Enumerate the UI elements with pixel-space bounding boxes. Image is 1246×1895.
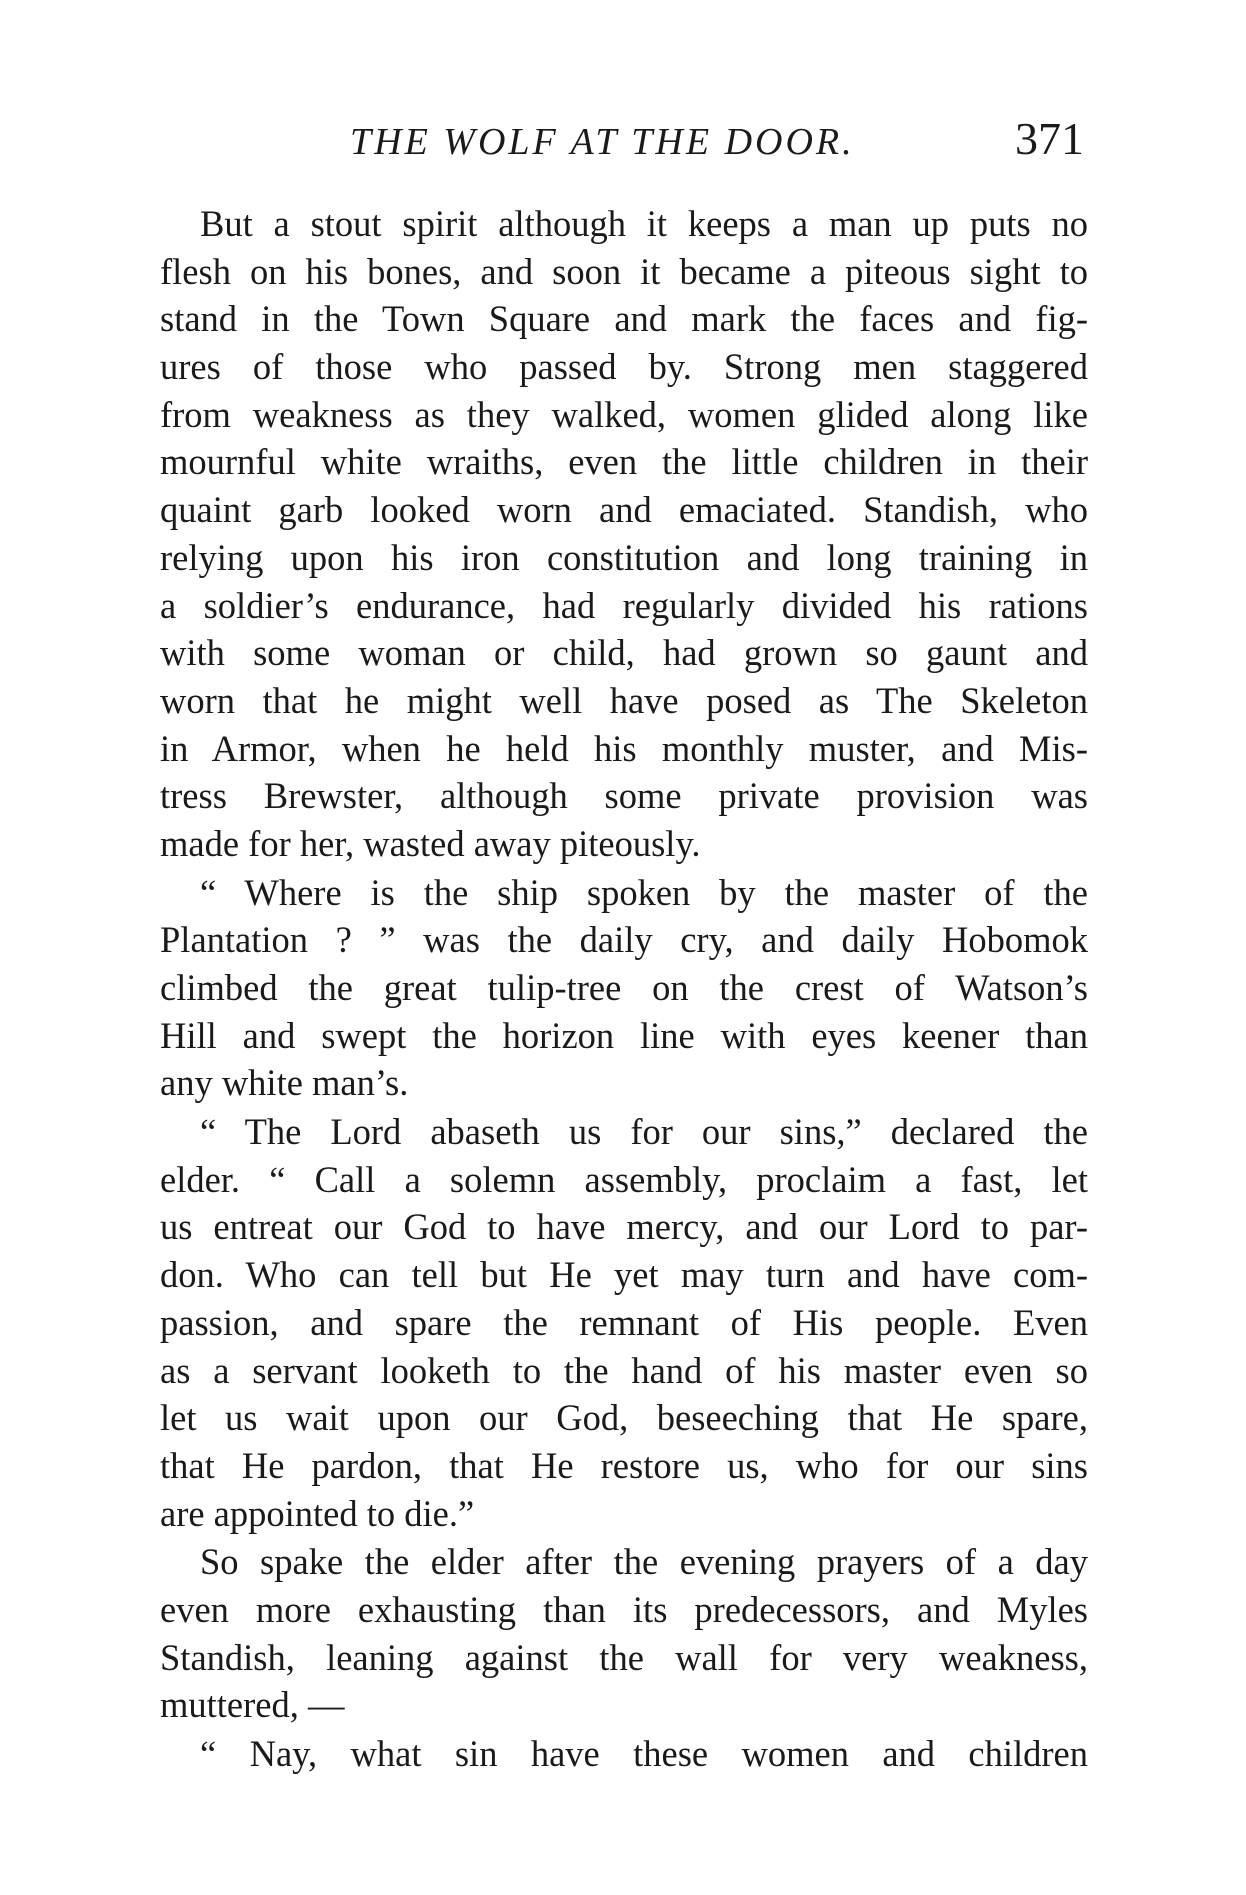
text-line: muttered, — [160, 1684, 345, 1726]
text-line: let us wait upon our God, beseeching that He spare, [160, 1397, 1088, 1439]
text-line: us entreat our God to have mercy, and our Lord to par- [160, 1206, 1088, 1248]
paragraph [160, 1538, 1088, 1729]
text-line: Plantation ? ” was the daily cry, and daily Hobomok [160, 919, 1088, 961]
text-line: Standish, leaning against the wall for very weakness, [160, 1636, 1088, 1678]
text-line: worn that he might well have posed as The Skeleton [160, 679, 1088, 721]
paragraph [160, 1730, 1088, 1778]
text-line: ures of those who passed by. Strong men staggered [160, 346, 1088, 388]
text-line: elder. “ Call a solemn assembly, proclaim a fast, let [160, 1158, 1088, 1200]
text-line: mournful white wraiths, even the little children in their [160, 441, 1088, 483]
text-line: passion, and spare the remnant of His people. Even [160, 1301, 1088, 1343]
text-line: stand in the Town Square and mark the faces and fig- [160, 298, 1088, 340]
text-line: quaint garb looked worn and emaciated. Standish, who [160, 489, 1088, 531]
text-line: So spake the elder after the evening prayers of a day [200, 1541, 1088, 1583]
text-line: “ Where is the ship spoken by the master of the [200, 871, 1088, 913]
text-line: even more exhausting than its predecessors, and Myles [160, 1588, 1088, 1630]
body-text [160, 200, 1088, 1778]
text-line: with some woman or child, had grown so gaunt and [160, 632, 1088, 674]
text-line: don. Who can tell but He yet may turn and have com- [160, 1254, 1088, 1296]
paragraph [160, 1108, 1088, 1537]
page-header [160, 112, 1088, 172]
running-title: THE WOLF AT THE DOOR. [350, 121, 855, 163]
text-line: flesh on his bones, and soon it became a piteous sight to [160, 250, 1088, 292]
page-number: 371 [1015, 113, 1084, 164]
paragraph [160, 200, 1088, 868]
text-line: from weakness as they walked, women glided along like [160, 393, 1088, 435]
text-line: But a stout spirit although it keeps a man up puts no [200, 203, 1088, 244]
text-line: “ Nay, what sin have these women and children [200, 1733, 1088, 1774]
book-page [160, 112, 1088, 1779]
text-line: made for her, wasted away piteously. [160, 822, 701, 864]
text-line: a soldier’s endurance, had regularly divided his rations [160, 584, 1088, 626]
text-line: relying upon his iron constitution and long training in [160, 536, 1088, 578]
text-line: Hill and swept the horizon line with eyes keener than [160, 1014, 1088, 1056]
text-line: any white man’s. [160, 1062, 409, 1104]
paragraph [160, 869, 1088, 1107]
text-line: climbed the great tulip-tree on the crest of Watson’s [160, 967, 1088, 1008]
text-line: tress Brewster, although some private provision was [160, 775, 1088, 817]
text-line: “ The Lord abaseth us for our sins,” declared the [200, 1111, 1088, 1153]
text-line: that He pardon, that He restore us, who for our sins [160, 1444, 1088, 1486]
text-line: as a servant looketh to the hand of his master even so [160, 1349, 1088, 1391]
text-line: are appointed to die.” [160, 1492, 475, 1534]
text-line: in Armor, when he held his monthly muster, and Mis- [160, 727, 1088, 769]
